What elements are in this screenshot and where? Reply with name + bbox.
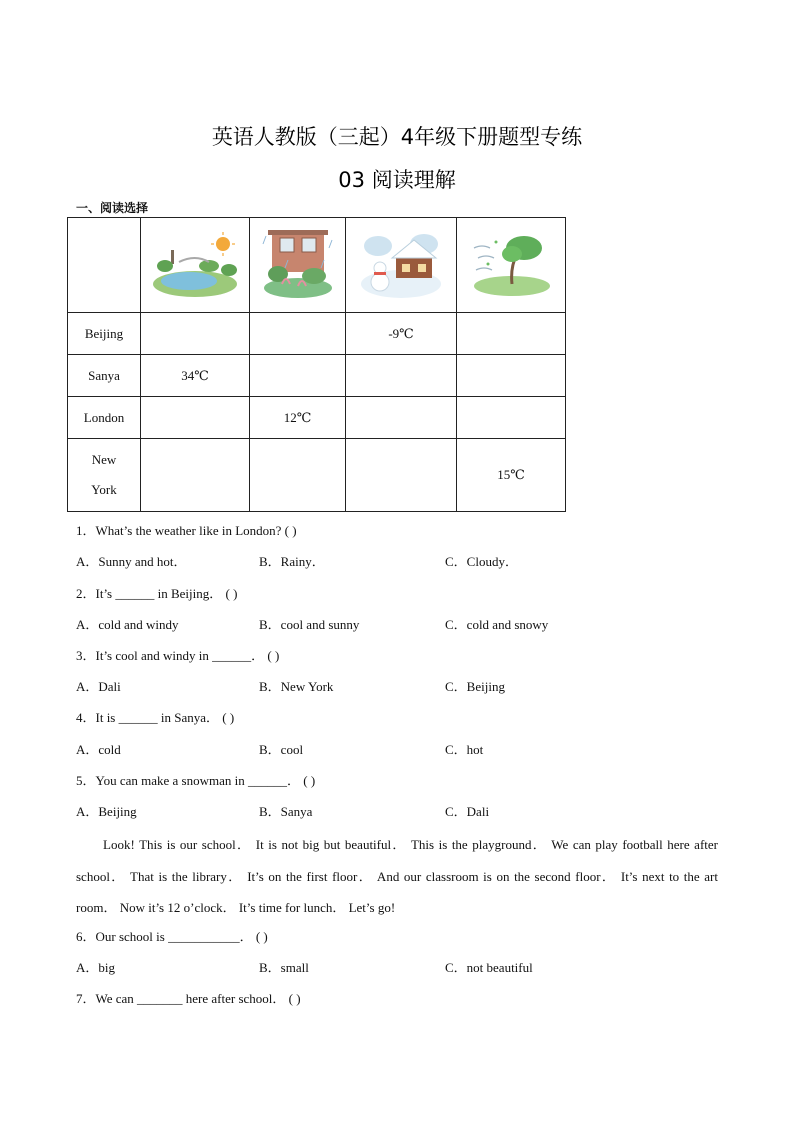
- option-c[interactable]: C．Cloudy．: [445, 554, 518, 569]
- option-a[interactable]: A．Sunny and hot．: [76, 554, 187, 569]
- temp-cell: 15℃: [457, 439, 566, 512]
- table-row: [68, 397, 566, 439]
- table-row: [68, 439, 566, 512]
- question-3: 3．It’s cool and windy in ______． ( ): [76, 648, 280, 663]
- question-4: 4．It is ______ in Sanya． ( ): [76, 710, 235, 725]
- page-title: 英语人教版（三起）4年级下册题型专练: [211, 125, 583, 149]
- temp-cell: [346, 397, 457, 439]
- section-heading: 一、阅读选择: [76, 201, 149, 215]
- temp-cell: [346, 355, 457, 397]
- question-6: 6．Our school is ___________． ( ): [76, 929, 268, 944]
- temp-cell: [457, 313, 566, 355]
- city-cell: Beijing: [68, 313, 141, 355]
- temp-cell: [250, 355, 346, 397]
- option-b[interactable]: B．Rainy．: [259, 554, 325, 569]
- temp-cell: [457, 355, 566, 397]
- temp-cell: [141, 439, 250, 512]
- temp-cell: [141, 313, 250, 355]
- option-a[interactable]: A．Dali: [76, 679, 121, 694]
- option-a[interactable]: A．big: [76, 960, 116, 975]
- temp-cell: -9℃: [346, 313, 457, 355]
- rainy-picture-cell: [250, 218, 346, 313]
- option-c[interactable]: C．hot: [445, 742, 484, 757]
- temp-cell: 12℃: [250, 397, 346, 439]
- city-cell: Sanya: [68, 355, 141, 397]
- option-c[interactable]: C．Beijing: [445, 679, 505, 694]
- table-row: [68, 313, 566, 355]
- option-c[interactable]: C．cold and snowy: [445, 617, 549, 632]
- temp-cell: [457, 397, 566, 439]
- option-a[interactable]: A．cold and windy: [76, 617, 179, 632]
- option-a[interactable]: A．cold: [76, 742, 121, 757]
- sunny-lake-picture: [149, 226, 241, 304]
- page-subtitle: 03 阅读理解: [338, 168, 456, 192]
- reading-passage: Look! This is our school． It is not big but beautiful． This is the playground． We can play football here after school． That is the library． It’s on the first floor． And our classroom is on the second floor． It’s next to the art room． Now it’s 12 o’clock． It’s time for lunch． Let’s go!: [76, 837, 718, 915]
- option-c[interactable]: C．not beautiful: [445, 960, 533, 975]
- temp-cell: [346, 439, 457, 512]
- table-row: [68, 355, 566, 397]
- question-5: 5．You can make a snowman in ______． ( ): [76, 773, 316, 788]
- option-b[interactable]: B．New York: [259, 679, 334, 694]
- option-a[interactable]: A．Beijing: [76, 804, 137, 819]
- temp-cell: 34℃: [141, 355, 250, 397]
- option-b[interactable]: B．cool: [259, 742, 304, 757]
- city-cell: [68, 439, 141, 512]
- city-cell: London: [68, 397, 141, 439]
- city-line: New: [91, 452, 117, 467]
- question-1: 1．What’s the weather like in London? ( ): [76, 523, 297, 538]
- option-b[interactable]: B．cool and sunny: [259, 617, 360, 632]
- snowy-cabin-picture: [358, 226, 444, 304]
- windy-picture-cell: [457, 218, 566, 313]
- empty-corner-cell: [68, 218, 141, 313]
- windy-tree-picture: [468, 226, 554, 304]
- temp-cell: [141, 397, 250, 439]
- temp-cell: [250, 313, 346, 355]
- option-b[interactable]: B．Sanya: [259, 804, 313, 819]
- city-line: York: [91, 482, 117, 497]
- picture-row: [68, 218, 566, 313]
- question-2: 2．It’s ______ in Beijing． ( ): [76, 586, 238, 601]
- rainy-house-picture: [258, 226, 338, 304]
- option-c[interactable]: C．Dali: [445, 804, 490, 819]
- option-b[interactable]: B．small: [259, 960, 309, 975]
- weather-table: [67, 217, 566, 512]
- sunny-picture-cell: [141, 218, 250, 313]
- snowy-picture-cell: [346, 218, 457, 313]
- temp-cell: [250, 439, 346, 512]
- question-7: 7．We can _______ here after school． ( ): [76, 991, 301, 1006]
